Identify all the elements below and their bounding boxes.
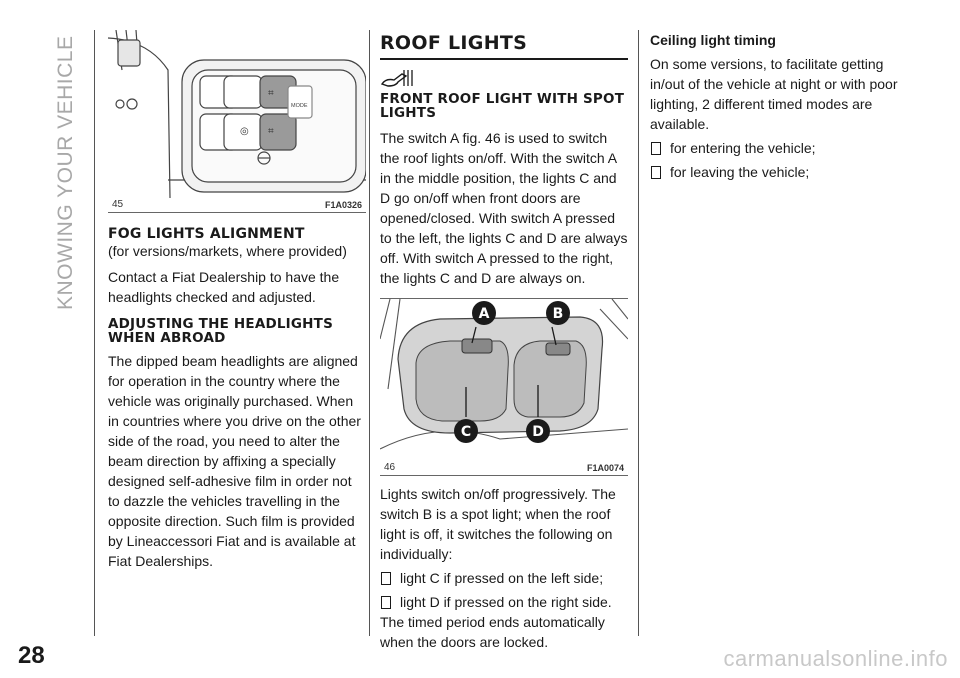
callout-D: D <box>532 424 544 440</box>
figure-number: 45 <box>112 199 124 210</box>
column-middle <box>380 30 628 652</box>
list-item: for leaving the vehicle; <box>650 162 910 182</box>
ceiling-light-timing-heading: Ceiling light timing <box>650 32 776 48</box>
figure-45 <box>108 30 366 213</box>
checkbox-bullet-icon <box>651 166 661 179</box>
callout-B: B <box>552 306 564 322</box>
svg-text:⌗: ⌗ <box>268 126 274 137</box>
roof-lights-text-3: The timed period ends automatically when the doors are locked. <box>380 614 605 650</box>
section-title: KNOWING YOUR VEHICLE <box>54 35 77 310</box>
fog-lights-text: Contact a Fiat Dealership to have the headlights checked and adjusted. <box>108 269 340 305</box>
column-left <box>108 30 366 571</box>
fog-lights-note: (for versions/markets, where provided) <box>108 243 347 259</box>
callout-C: C <box>460 424 472 440</box>
mode-label: MODE <box>291 103 308 109</box>
list-item: light D if pressed on the right side. <box>380 592 628 612</box>
callout-A: A <box>478 306 490 322</box>
page-number: 28 <box>18 642 45 669</box>
column-divider <box>94 30 95 636</box>
abroad-heading: ADJUSTING THE HEADLIGHTS WHEN ABROAD <box>108 316 334 346</box>
figure-number: 46 <box>384 462 396 473</box>
roof-lights-text-2: Lights switch on/off progressively. The switch B is a spot light; when the roof light is off, it switches the following on individually: <box>380 486 616 562</box>
roof-light-illustration <box>380 299 628 459</box>
list-item: for entering the vehicle; <box>650 138 910 158</box>
column-divider <box>369 30 370 636</box>
column-right <box>650 30 910 182</box>
list-item: light C if pressed on the left side; <box>380 568 628 588</box>
section-side-tab <box>52 30 82 310</box>
figure-46 <box>380 298 628 476</box>
figure-code: F1A0074 <box>586 463 624 473</box>
ceiling-light-timing-text: On some versions, to facilitate getting in/out of the vehicle at night or with poor lighting, 2 different timed modes are available. <box>650 56 898 132</box>
figure-code: F1A0326 <box>324 200 362 210</box>
svg-text:⌗: ⌗ <box>268 88 274 99</box>
checkbox-bullet-icon <box>651 142 661 155</box>
abroad-text: The dipped beam headlights are aligned for operation in the country where the vehicle was originally purchased. When in countries where you drive on the other side of the road, you need to alter the beam direction by affixing a specially designed self-adhesive film in order not to dazzle the vehicles travelling in the opposite direction. Such film is provided by Lineaccessori Fiat and is available at Fiat Dealerships. <box>108 353 361 569</box>
fog-lights-heading: FOG LIGHTS ALIGNMENT <box>108 226 305 242</box>
watermark: carmanualsonline.info <box>723 646 948 671</box>
roof-light-icon <box>380 68 628 90</box>
front-roof-light-heading: FRONT ROOF LIGHT WITH SPOT LIGHTS <box>380 91 625 121</box>
roof-lights-text: The switch A fig. 46 is used to switch the roof lights on/off. With the switch A in the middle position, the lights C and D go on/off when front doors are opened/closed. With switch A pressed to the left, the lights C and D are always off. With switch A pressed to the right, the lights C and D are always on. <box>380 130 628 286</box>
fog-light-switch-illustration <box>108 30 366 198</box>
checkbox-bullet-icon <box>381 572 391 585</box>
checkbox-bullet-icon <box>381 596 391 609</box>
column-divider <box>638 30 639 636</box>
svg-text:◎: ◎ <box>240 126 249 137</box>
roof-lights-heading: ROOF LIGHTS <box>380 30 628 60</box>
